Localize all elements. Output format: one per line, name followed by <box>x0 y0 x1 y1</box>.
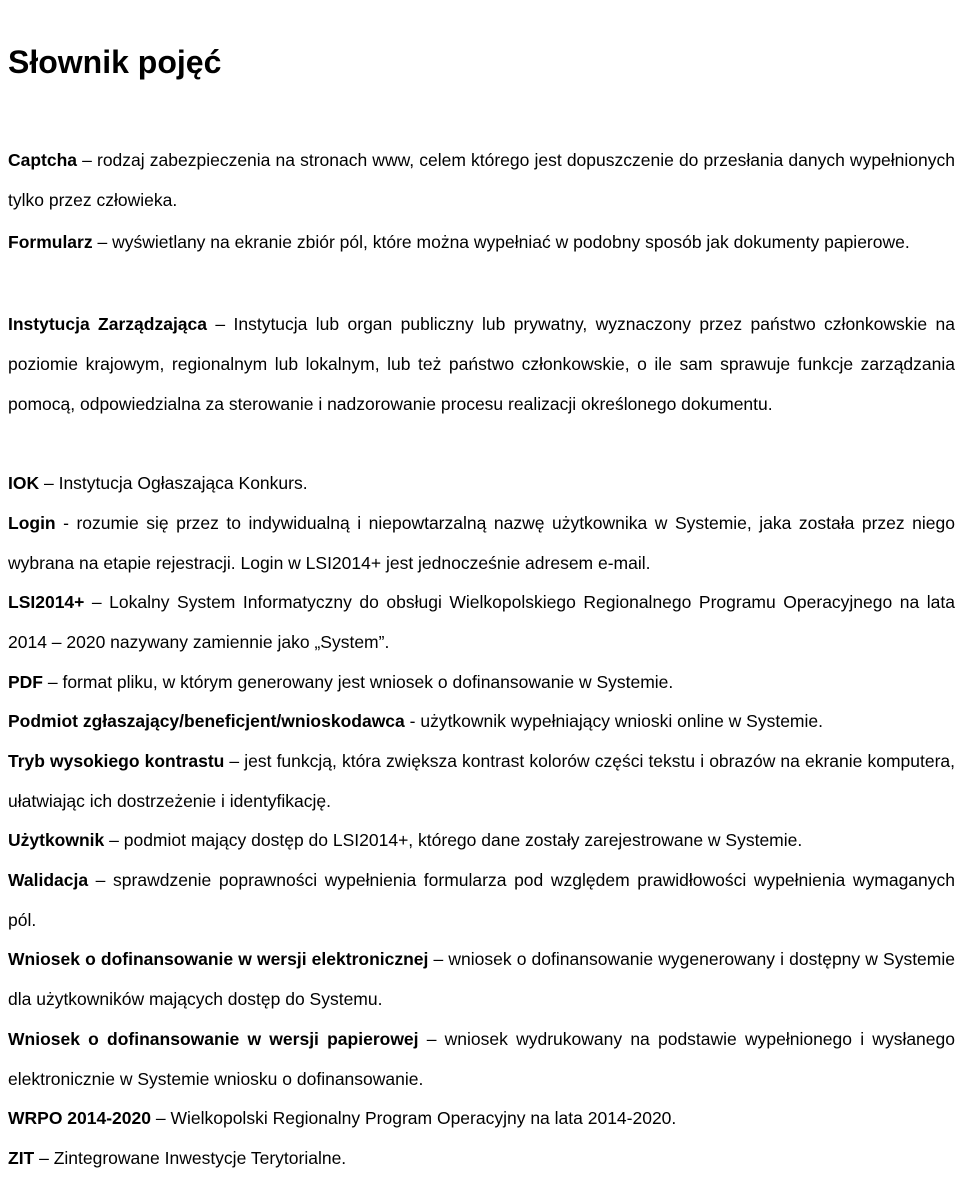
glossary-definition: - rozumie się przez to indywidualną i niepowtarzalną nazwę użytkownika w Systemie, jaka została przez niego wybrana na etapie rejestracji. Login w LSI2014+ jest jednocześnie adresem e-mail. <box>8 513 955 573</box>
glossary-entry-tryb-wysokiego-kontrastu <box>8 742 955 822</box>
glossary-term: Wniosek o dofinansowanie w wersji papierowej <box>8 1029 419 1049</box>
glossary-entry-uzytkownik <box>8 821 955 861</box>
glossary-term: Wniosek o dofinansowanie w wersji elektronicznej <box>8 949 429 969</box>
glossary-entry-iok <box>8 464 955 504</box>
glossary-term: ZIT <box>8 1148 35 1168</box>
glossary-entry-instytucja-zarzadzajaca <box>8 305 955 424</box>
glossary-entry-pdf <box>8 663 955 703</box>
glossary-term: WRPO 2014-2020 <box>8 1108 151 1128</box>
glossary-entry-login <box>8 504 955 584</box>
glossary-term: Walidacja <box>8 870 89 890</box>
glossary-term: Tryb wysokiego kontrastu <box>8 751 225 771</box>
glossary-entry-wniosek-papierowy <box>8 1020 955 1100</box>
glossary-term: IOK <box>8 473 40 493</box>
glossary-entry-wrpo <box>8 1099 955 1139</box>
glossary-entry-formularz <box>8 223 955 263</box>
glossary-definition: – Wielkopolski Regionalny Program Operacyjny na lata 2014-2020. <box>151 1108 677 1128</box>
glossary-definition: – jest funkcją, która zwiększa kontrast kolorów części tekstu i obrazów na ekranie komputera, ułatwiając ich dostrzeżenie i identyfikację. <box>8 751 956 811</box>
glossary-term: Captcha <box>8 150 78 170</box>
glossary-definition: – wniosek o dofinansowanie wygenerowany i dostępny w Systemie dla użytkowników mających dostęp do Systemu. <box>8 949 955 1009</box>
glossary-definition: – Instytucja lub organ publiczny lub prywatny, wyznaczony przez państwo członkowskie na poziomie krajowym, regionalnym lub lokalnym, lub też państwo członkowskie, o ile sam sprawuje funkcje zarządzania pomocą, odpowiedzialna za sterowanie i nadzorowanie procesu realizacji określonego dokumentu. <box>8 314 955 414</box>
glossary-entry-wniosek-elektroniczny <box>8 940 955 1020</box>
glossary-entry-lsi2014 <box>8 583 955 663</box>
glossary-term: LSI2014+ <box>8 592 85 612</box>
page-title: Słownik pojęć <box>8 44 222 80</box>
glossary-entry-captcha <box>8 141 955 221</box>
glossary-definition: – rodzaj zabezpieczenia na stronach www, celem którego jest dopuszczenie do przesłania danych wypełnionych tylko przez człowieka. <box>8 150 955 210</box>
glossary-definition: – wniosek wydrukowany na podstawie wypełnionego i wysłanego elektronicznie w Systemie wniosku o dofinansowanie. <box>8 1029 955 1089</box>
glossary-definition: – Lokalny System Informatyczny do obsługi Wielkopolskiego Regionalnego Programu Operacyjnego na lata 2014 – 2020 nazywany zamiennie jako „System”. <box>8 592 955 652</box>
glossary-entry-podmiot-zglaszajacy <box>8 702 955 742</box>
glossary-term: Instytucja Zarządzająca <box>8 314 208 334</box>
glossary-term: PDF <box>8 672 43 692</box>
glossary-term: Formularz <box>8 232 93 252</box>
glossary-term: Podmiot zgłaszający/beneficjent/wnioskodawca <box>8 711 405 731</box>
glossary-definition: – format pliku, w którym generowany jest wniosek o dofinansowanie w Systemie. <box>43 672 674 692</box>
glossary-term: Użytkownik <box>8 830 105 850</box>
glossary-definition: – podmiot mający dostęp do LSI2014+, którego dane zostały zarejestrowane w Systemie. <box>104 830 803 850</box>
glossary-definition: - użytkownik wypełniający wnioski online w Systemie. <box>404 711 823 731</box>
glossary-entry-walidacja <box>8 861 955 941</box>
glossary-term: Login <box>8 513 56 533</box>
glossary-entry-zit <box>8 1139 955 1179</box>
glossary-definition: – wyświetlany na ekranie zbiór pól, które można wypełniać w podobny sposób jak dokumenty papierowe. <box>92 232 910 252</box>
glossary-definition: – sprawdzenie poprawności wypełnienia formularza pod względem prawidłowości wypełnienia wymaganych pól. <box>8 870 955 930</box>
glossary-definition: – Instytucja Ogłaszająca Konkurs. <box>39 473 308 493</box>
glossary-definition: – Zintegrowane Inwestycje Terytorialne. <box>34 1148 347 1168</box>
